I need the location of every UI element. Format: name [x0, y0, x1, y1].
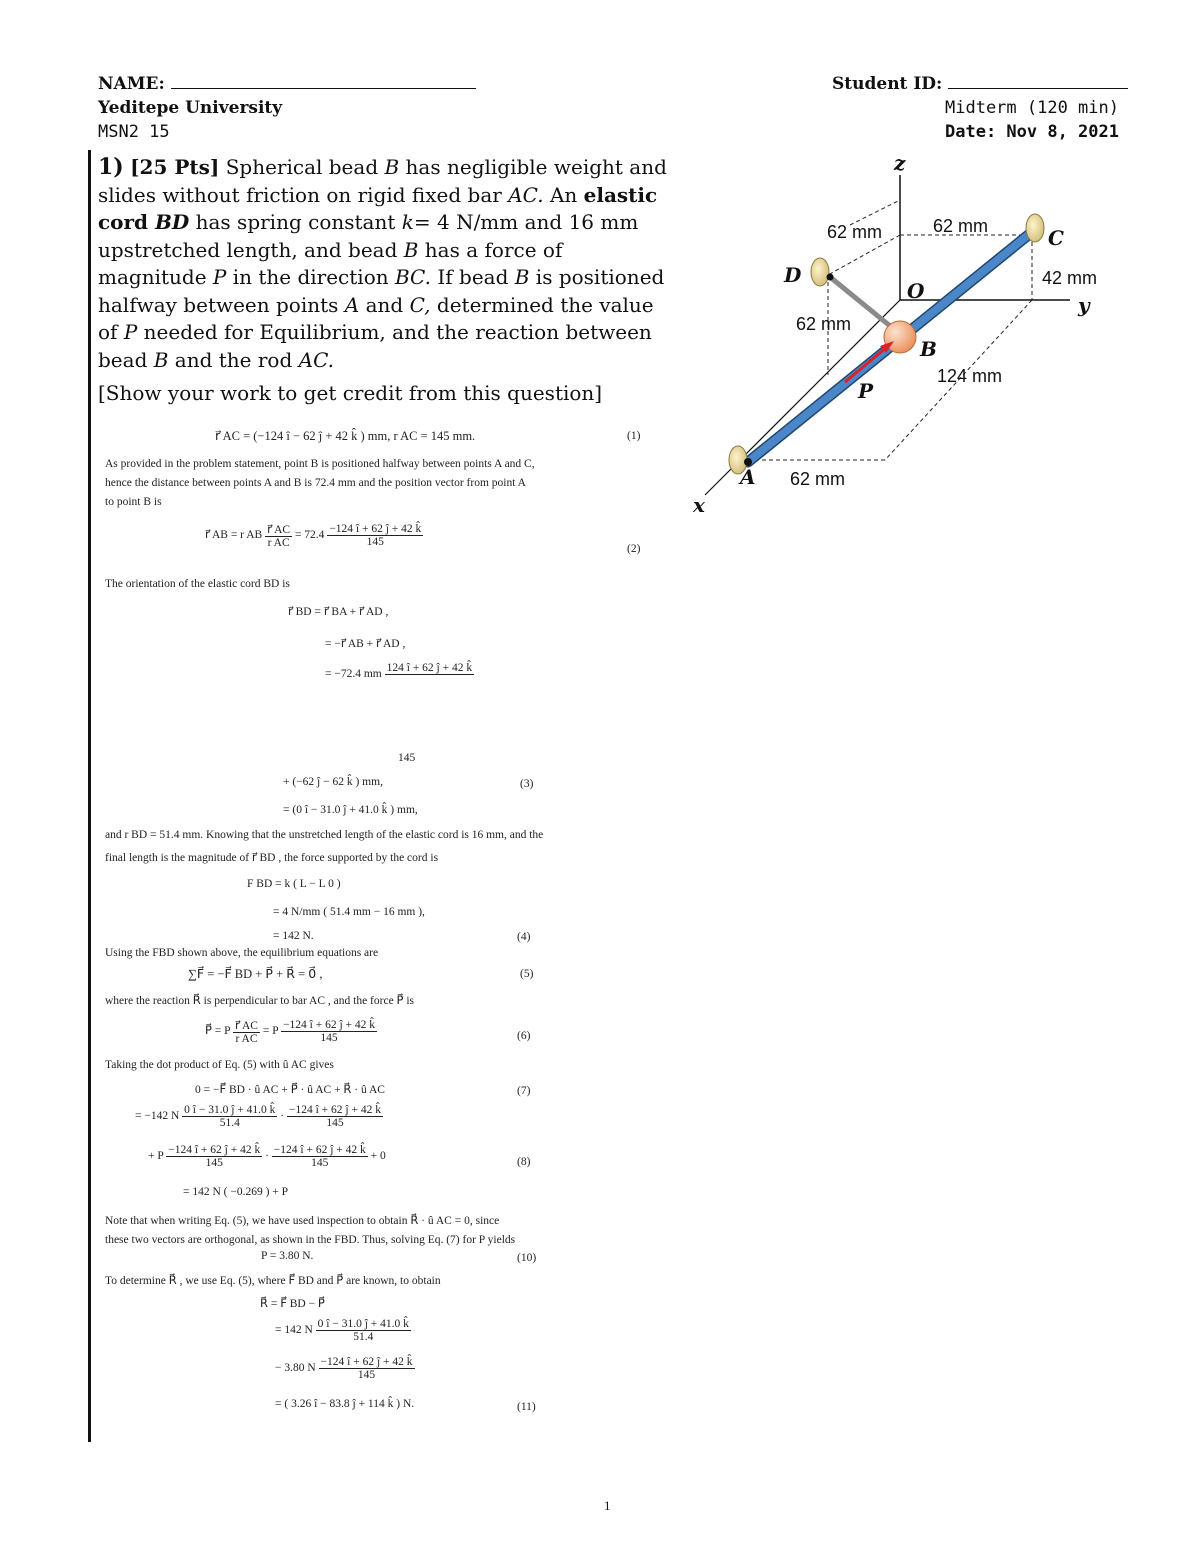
eq-4-number: (4) [517, 931, 531, 943]
eq-10-number: (10) [517, 1252, 537, 1264]
student-id-blank[interactable] [948, 88, 1128, 89]
point-b-label: B [920, 337, 937, 361]
dim-124: 124 mm [937, 366, 1003, 386]
para-6: Taking the dot product of Eq. (5) with û AC gives [105, 1059, 334, 1071]
dim-62-top-right: 62 mm [933, 216, 989, 236]
eq-2-number: (2) [627, 543, 641, 555]
q-var: k [401, 210, 414, 234]
eq-text: r⃗ AB = r AB [205, 529, 263, 542]
question-number: 1) [98, 154, 124, 180]
q-var: B [153, 347, 169, 372]
fraction [265, 522, 292, 549]
point-c-label: C [1048, 226, 1064, 250]
eq-3c [325, 662, 474, 687]
q-text: has negligible weight and slides without friction on rigid fixed bar [98, 155, 667, 207]
eq-text: = 72.4 [294, 529, 325, 542]
q-text: has a force of magnitude [98, 237, 563, 289]
q-var: B [384, 155, 400, 179]
q-text: has spring constant [189, 210, 402, 234]
q-bold-var: BD [148, 210, 190, 234]
dim-62-bottom: 62 mm [790, 469, 846, 489]
para-3 [105, 826, 543, 868]
point-o-label: O [907, 279, 925, 303]
fraction [385, 662, 475, 687]
eq-5-number: (5) [520, 968, 534, 980]
frac-num: r⃗ AC [267, 524, 291, 536]
eq-11-number: (11) [517, 1401, 536, 1413]
name-field [98, 74, 476, 94]
frac-num: −124 î + 62 ĵ + 42 k̂ [329, 523, 422, 535]
eq-2 [205, 522, 423, 549]
para-2: The orientation of the elastic cord BD is [105, 578, 290, 590]
eq-8b: + P $\frac{-124 î + 62 ĵ + 42 k̂}{145}$ · $\frac{-124 î + 62 ĵ + 42 k̂}{145}$ + 0 [148, 1144, 386, 1169]
frac-num: −124 î + 62 ĵ + 42 k̂ [168, 1144, 261, 1156]
q-text: Spherical bead [219, 155, 385, 179]
support-d [811, 258, 829, 286]
frac-den: 145 [205, 1157, 223, 1169]
frac-den: 145 [357, 1369, 376, 1381]
eq-text: = 142 N [275, 1324, 313, 1337]
frac-num: r⃗ AC [235, 1020, 258, 1032]
frac-den: 51.4 [219, 1117, 240, 1129]
eq-3c-den: 145 [398, 752, 416, 764]
q-var: B [403, 237, 419, 262]
frac-num: −124 î + 62 ĵ + 42 k̂ [283, 1019, 376, 1031]
eq-1-number: (1) [627, 430, 641, 442]
eq-text: − 3.80 N [275, 1362, 316, 1375]
dim-62-top-left: 62 mm [827, 222, 883, 242]
fraction [287, 1104, 383, 1129]
exam-date: Date: Nov 8, 2021 [945, 122, 1119, 142]
eq-7-number: (7) [517, 1085, 531, 1097]
page-number: 1 [604, 1498, 611, 1513]
para-8: To determine R⃗ , we use Eq. (5), where F⃗ BD and P⃗ are known, to obtain [105, 1275, 441, 1287]
frac-den: 145 [366, 536, 384, 548]
eq-text: = −142 N [135, 1110, 180, 1123]
eq-8-number: (8) [517, 1156, 531, 1168]
eq-3b: = −r⃗ AB + r⃗ AD , [325, 638, 406, 650]
problem-figure [690, 150, 1150, 520]
fraction [166, 1144, 262, 1169]
eq-text: + 0 [370, 1150, 386, 1163]
frac-num: 124 î + 62 ĵ + 42 k̂ [386, 662, 473, 674]
eq-1: r⃗ AC = (−124 î − 62 ĵ + 42 k̂ ) mm, r AC = 145 mm. [215, 429, 476, 443]
q-var: B [514, 265, 530, 289]
z-label: z [894, 151, 906, 175]
eq-10: P = 3.80 N. [261, 1250, 314, 1262]
q-text: needed for Equilibrium, and the reaction between bead [98, 320, 652, 372]
eq-7: 0 = −F⃗ BD · û AC + P⃗ · û AC + R⃗ · û AC [195, 1084, 385, 1096]
q-var: AC. [508, 182, 544, 207]
eq-6 [205, 1018, 377, 1045]
eq-8a: = −142 N $\frac{0 î - 31.0 ĵ + 41.0 k̂}{51.4}$ · $\frac{-124 î + 62 ĵ + 42 k̂}{145}$ [135, 1104, 381, 1129]
eq-4b: = 4 N/mm ( 51.4 mm − 16 mm ), [273, 906, 425, 918]
q-var: A [344, 292, 360, 317]
question-text [98, 154, 668, 408]
eq-3a: r⃗ BD = r⃗ BA + r⃗ AD , [288, 606, 389, 618]
para-line: and r BD = 51.4 mm. Knowing that the unstretched length of the elastic cord is 16 mm, and the [105, 829, 544, 841]
frac-den: 145 [311, 1157, 329, 1169]
para-line: As provided in the problem statement, point B is positioned halfway between points A and C, [105, 458, 535, 470]
para-7 [105, 1212, 515, 1250]
question-note: [Show your work to get credit from this question] [98, 381, 603, 405]
y-label: y [1078, 293, 1090, 317]
q-var: AC. [298, 347, 335, 372]
margin-bar [88, 150, 91, 1442]
frac-num: −124 î + 62 ĵ + 42 k̂ [273, 1144, 366, 1156]
q-text: If bead [431, 265, 515, 289]
para-line: Note that when writing Eq. (5), we have used inspection to obtain R⃗ · û AC = 0, since [105, 1215, 500, 1227]
para-line: final length is the magnitude of r⃗ BD , the force supported by the cord is [105, 852, 439, 864]
q-var: C, [409, 292, 431, 317]
dim-42: 42 mm [1042, 268, 1098, 288]
q-var: BC. [394, 265, 431, 289]
fraction [316, 1318, 411, 1343]
fraction [272, 1144, 368, 1169]
para-line: these two vectors are orthogonal, as shown in the FBD. Thus, solving Eq. (7) for P yields [105, 1234, 516, 1246]
exam-title: Midterm (120 min) [945, 98, 1119, 118]
student-id-label: Student ID: [832, 74, 943, 94]
eq-text: + P [148, 1150, 164, 1163]
fraction [319, 1356, 415, 1381]
eq-3d: + (−62 ĵ − 62 k̂ ) mm, [283, 776, 383, 788]
para-4: Using the FBD shown above, the equilibrium equations are [105, 947, 379, 959]
eq-4a: F BD = k ( L − L 0 ) [247, 878, 341, 890]
eq-9: = 142 N ( −0.269 ) + P [183, 1186, 289, 1198]
point-d-label: D [784, 263, 802, 287]
q-text: and [359, 292, 410, 317]
eq-3e: = (0 î − 31.0 ĵ + 41.0 k̂ ) mm, [283, 804, 418, 816]
para-line: hence the distance between points A and B is 72.4 mm and the position vector from point A [105, 477, 526, 489]
eq-text: = P [262, 1025, 279, 1038]
q-text: in the direction [226, 265, 395, 289]
point-d-dot [827, 274, 834, 281]
frac-den: 145 [320, 1032, 338, 1044]
name-blank[interactable] [171, 88, 476, 89]
eq-11d: = ( 3.26 î − 83.8 ĵ + 114 k̂ ) N. [275, 1398, 415, 1410]
eq-text: = −72.4 mm [325, 668, 382, 681]
q-var: P [212, 265, 227, 289]
course-code: MSN2 15 [98, 122, 170, 142]
eq-text: P⃗ = P [205, 1025, 231, 1038]
eq-3-number: (3) [520, 778, 534, 790]
frac-den: r AC [267, 537, 290, 549]
fraction [182, 1104, 277, 1129]
fraction [233, 1018, 260, 1045]
question-points: [25 Pts] [130, 155, 220, 179]
para-5: where the reaction R⃗ is perpendicular to bar AC , and the force P⃗ is [105, 995, 415, 1007]
frac-num: −124 î + 62 ĵ + 42 k̂ [289, 1104, 381, 1116]
x-label: x [693, 493, 705, 517]
student-id-field [832, 74, 1128, 94]
q-text: = 4 N/mm and 16 mm upstretched length, and bead [98, 210, 639, 262]
q-bold: elastic cord [98, 182, 658, 234]
eq-11c [275, 1356, 415, 1381]
dim-62-left: 62 mm [796, 314, 852, 334]
fraction [281, 1019, 377, 1044]
fraction [327, 523, 423, 548]
frac-den: 145 [326, 1117, 344, 1129]
eq-4c: = 142 N. [273, 930, 314, 942]
frac-num: −124 î + 62 ĵ + 42 k̂ [320, 1356, 413, 1368]
frac-den: r AC [235, 1033, 258, 1045]
q-text: and the rod [168, 347, 299, 372]
q-var: P [123, 320, 138, 344]
frac-den: 51.4 [353, 1331, 374, 1343]
frac-num: 0 î − 31.0 ĵ + 41.0 k̂ [317, 1318, 409, 1330]
name-label: NAME: [98, 74, 165, 94]
para-1 [105, 455, 535, 512]
q-text: determined the value of [98, 292, 654, 344]
q-text: An [543, 182, 584, 207]
force-p-label: P [858, 379, 874, 403]
para-line: to point B is [105, 496, 162, 508]
eq-11b [275, 1318, 411, 1343]
frac-num: 0 î − 31.0 ĵ + 41.0 k̂ [184, 1104, 276, 1116]
q-text: is positioned halfway between points [98, 265, 665, 317]
eq-11a: R⃗ = F⃗ BD − P⃗ [260, 1298, 325, 1310]
force-arrow [845, 346, 888, 382]
support-c [1026, 214, 1044, 242]
eq-6-number: (6) [517, 1030, 531, 1042]
eq-5: ∑F⃗ = −F⃗ BD + P⃗ + R⃗ = 0⃗ , [188, 967, 323, 981]
university-name: Yeditepe University [98, 98, 283, 118]
point-a-label: A [740, 465, 756, 489]
